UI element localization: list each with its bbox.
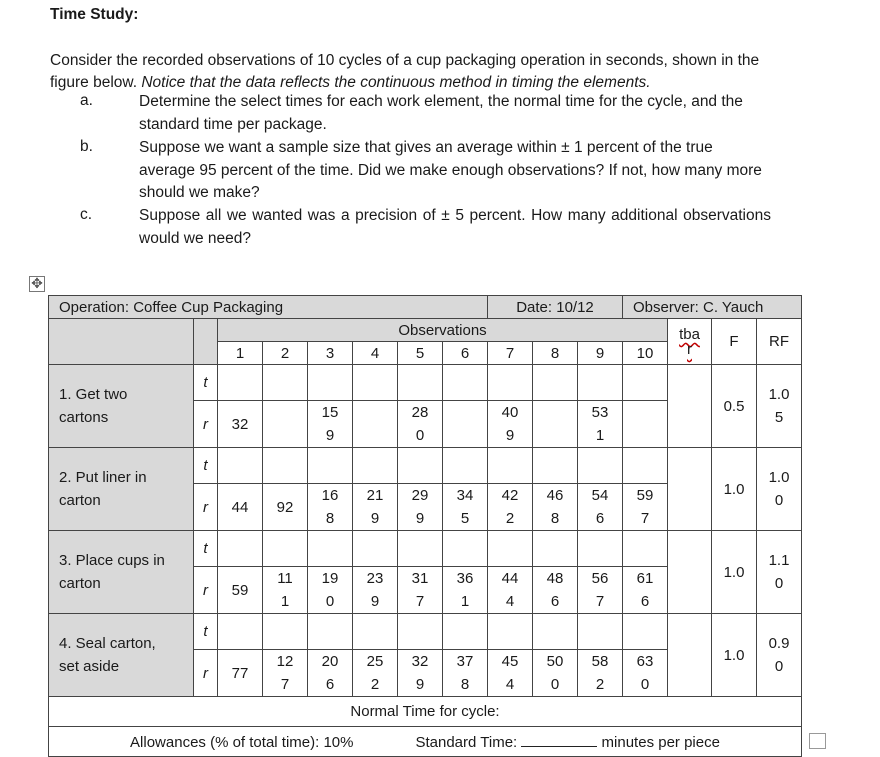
tbar-cell[interactable] [668, 531, 712, 614]
r-value-part: 48 [546, 570, 564, 587]
r-value-cell [218, 484, 263, 531]
tbar-label-bottom: r [687, 341, 692, 358]
rf-cell [757, 448, 802, 531]
r-value-part: 34 [456, 487, 474, 504]
obs-number: 8 [533, 342, 578, 365]
r-value-cell [488, 567, 533, 614]
t-value-cell[interactable] [578, 365, 623, 401]
r-value-cell [308, 484, 353, 531]
r-value-part: 7 [280, 676, 290, 693]
r-value-part: 2 [595, 676, 605, 693]
element-name-line: 3. Place cups in [59, 552, 165, 569]
r-value-part: 1 [280, 593, 290, 610]
rf-cell [757, 365, 802, 448]
time-study-table [48, 295, 802, 757]
r-value-cell [623, 650, 668, 697]
r-value-cell [533, 650, 578, 697]
rf-value-part: 0 [774, 658, 784, 675]
r-value-part: 9 [415, 676, 425, 693]
r-value-cell [488, 401, 533, 448]
r-value-cell [623, 401, 668, 448]
r-label: r [194, 484, 218, 531]
t-value-cell[interactable] [488, 365, 533, 401]
r-value-cell [578, 484, 623, 531]
t-value-cell[interactable] [488, 614, 533, 650]
r-label: r [194, 401, 218, 448]
r-value-part: 8 [460, 676, 470, 693]
r-value-part: 23 [366, 570, 384, 587]
r-value-cell [488, 484, 533, 531]
r-value-part: 11 [277, 570, 293, 587]
obs-number: 10 [623, 342, 668, 365]
observer-cell: Observer: C. Yauch [623, 296, 802, 319]
r-value-part: 9 [370, 593, 380, 610]
r-value-part: 20 [321, 653, 339, 670]
obs-number: 7 [488, 342, 533, 365]
t-value-cell[interactable] [533, 531, 578, 567]
r-value-part: 16 [321, 487, 339, 504]
r-value-part: 9 [325, 427, 335, 444]
r-value-part: 8 [325, 510, 335, 527]
rf-value-part: 1.0 [768, 386, 790, 403]
t-value-cell[interactable] [578, 531, 623, 567]
r-value-cell [398, 401, 443, 448]
t-label: t [194, 531, 218, 567]
t-value-cell[interactable] [308, 614, 353, 650]
r-value-part: 59 [231, 581, 249, 599]
question-c-letter: c. [80, 206, 93, 223]
tbar-label-top: tba [679, 326, 700, 343]
r-value-cell [263, 401, 308, 448]
r-value-part: 46 [546, 487, 564, 504]
t-value-cell[interactable] [263, 365, 308, 401]
element-name-cell [49, 448, 194, 531]
tbar-cell[interactable] [668, 365, 712, 448]
r-value-cell [398, 650, 443, 697]
r-value-part: 59 [636, 487, 654, 504]
r-value-cell [578, 650, 623, 697]
r-value-part: 7 [415, 593, 425, 610]
r-value-part: 1 [595, 427, 605, 444]
t-value-cell[interactable] [443, 365, 488, 401]
r-value-cell [218, 650, 263, 697]
r-value-cell [623, 567, 668, 614]
r-value-part: 9 [505, 427, 515, 444]
intro-paragraph [50, 50, 780, 93]
element-header-cell [49, 319, 194, 365]
f-cell: 1.0 [712, 614, 757, 697]
checkbox-icon[interactable] [809, 733, 826, 749]
t-value-cell[interactable] [263, 448, 308, 484]
rf-value-part: 0 [774, 492, 784, 509]
f-cell: 1.0 [712, 531, 757, 614]
question-a-text: Determine the select times for each work element, the normal time for the cycle, and the standard time per package. [139, 93, 743, 133]
r-value-cell [263, 567, 308, 614]
r-value-part: 12 [276, 653, 294, 670]
element-rows [49, 365, 802, 697]
r-value-part: 36 [456, 570, 474, 587]
element-name-line: 4. Seal carton, [59, 635, 156, 652]
element-name-cell [49, 614, 194, 697]
rf-cell [757, 531, 802, 614]
r-value-part: 2 [505, 510, 515, 527]
t-value-cell[interactable] [623, 365, 668, 401]
t-value-cell[interactable] [263, 531, 308, 567]
t-value-cell[interactable] [398, 448, 443, 484]
r-value-part: 0 [415, 427, 425, 444]
element-name-cell [49, 531, 194, 614]
operation-cell: Operation: Coffee Cup Packaging [49, 296, 488, 319]
r-value-part: 58 [591, 653, 609, 670]
t-value-cell[interactable] [308, 531, 353, 567]
r-value-part: 9 [370, 510, 380, 527]
obs-number: 6 [443, 342, 488, 365]
t-value-cell[interactable] [218, 448, 263, 484]
r-value-cell [353, 567, 398, 614]
f-cell: 0.5 [712, 365, 757, 448]
r-value-part: 31 [411, 570, 429, 587]
r-value-cell [218, 567, 263, 614]
r-value-cell [353, 401, 398, 448]
r-value-part: 4 [505, 676, 515, 693]
r-value-part: 32 [411, 653, 429, 670]
r-value-part: 37 [456, 653, 474, 670]
r-value-cell [308, 650, 353, 697]
r-value-cell [263, 484, 308, 531]
t-value-cell[interactable] [353, 448, 398, 484]
r-value-part: 0 [325, 593, 335, 610]
r-value-cell [308, 401, 353, 448]
r-value-part: 7 [595, 593, 605, 610]
t-label: t [194, 448, 218, 484]
r-value-part: 6 [595, 510, 605, 527]
t-label: t [194, 365, 218, 401]
r-value-part: 44 [231, 498, 249, 516]
r-value-cell [353, 650, 398, 697]
r-value-cell [263, 650, 308, 697]
t-value-cell[interactable] [398, 365, 443, 401]
allowances-row [49, 727, 802, 757]
r-value-part: 32 [231, 415, 249, 433]
rf-value-part: 0 [774, 575, 784, 592]
t-value-cell[interactable] [578, 448, 623, 484]
r-value-part: 40 [501, 404, 519, 421]
obs-number: 1 [218, 342, 263, 365]
rf-value-part: 1.1 [768, 552, 790, 569]
r-value-part: 7 [640, 510, 650, 527]
r-value-cell [623, 484, 668, 531]
r-value-part: 25 [366, 653, 384, 670]
t-value-cell[interactable] [488, 448, 533, 484]
t-value-cell[interactable] [308, 365, 353, 401]
r-value-cell [443, 650, 488, 697]
r-value-part: 1 [460, 593, 470, 610]
rf-value-part: 5 [774, 409, 784, 426]
obs-number: 9 [578, 342, 623, 365]
r-value-part: 61 [636, 570, 654, 587]
tbar-header [668, 319, 712, 365]
element-name-line: set aside [59, 658, 120, 675]
t-label: t [194, 614, 218, 650]
t-value-cell[interactable] [218, 614, 263, 650]
f-cell: 1.0 [712, 448, 757, 531]
element-name-line: cartons [59, 409, 109, 426]
obs-number: 3 [308, 342, 353, 365]
r-value-part: 54 [591, 487, 609, 504]
r-value-part: 0 [550, 676, 560, 693]
r-value-cell [488, 650, 533, 697]
t-value-cell[interactable] [218, 531, 263, 567]
rf-header: RF [757, 319, 802, 365]
r-value-cell [443, 401, 488, 448]
element-name-line: carton [59, 575, 101, 592]
t-value-cell[interactable] [488, 531, 533, 567]
r-value-cell [443, 567, 488, 614]
r-value-part: 50 [546, 653, 564, 670]
rf-cell [757, 614, 802, 697]
t-value-cell[interactable] [533, 448, 578, 484]
normal-time-row: Normal Time for cycle: [49, 697, 802, 727]
r-value-part: 0 [640, 676, 650, 693]
t-value-cell[interactable] [218, 365, 263, 401]
r-value-part: 8 [550, 510, 560, 527]
r-value-part: 9 [415, 510, 425, 527]
r-value-cell [533, 484, 578, 531]
intro-italic-note: Notice that the data reflects the continuous method in timing the elements. [141, 73, 651, 91]
intro-text: Consider the recorded observations of 10 cycles of a cup packaging operation in seconds, shown in the figure below. [50, 52, 760, 91]
r-value-part: 6 [550, 593, 560, 610]
r-value-part: 6 [640, 593, 650, 610]
t-value-cell[interactable] [578, 614, 623, 650]
t-value-cell[interactable] [533, 365, 578, 401]
question-a-letter: a. [80, 92, 93, 109]
question-b-letter: b. [80, 138, 93, 155]
t-value-cell[interactable] [263, 614, 308, 650]
r-value-part: 77 [231, 664, 249, 682]
r-value-part: 45 [501, 653, 519, 670]
r-value-cell [398, 484, 443, 531]
obs-number: 5 [398, 342, 443, 365]
r-value-part: 19 [321, 570, 339, 587]
r-value-part: 44 [501, 570, 519, 587]
date-cell: Date: 10/12 [488, 296, 623, 319]
allowances-text: Allowances (% of total time): 10% [130, 734, 354, 751]
tbar-cell[interactable] [668, 448, 712, 531]
t-value-cell[interactable] [443, 614, 488, 650]
question-b-text: Suppose we want a sample size that gives an average within ± 1 percent of the true average 95 percent of the time. Did we make enough observations? If not, how many more should we make? [139, 139, 762, 201]
t-value-cell[interactable] [353, 614, 398, 650]
observations-header: Observations [218, 319, 668, 342]
r-value-cell [533, 567, 578, 614]
element-name-line: 2. Put liner in [59, 469, 147, 486]
r-value-part: 2 [370, 676, 380, 693]
t-value-cell[interactable] [623, 531, 668, 567]
standard-time-unit: minutes per piece [601, 734, 720, 751]
t-value-cell[interactable] [398, 531, 443, 567]
r-label: r [194, 567, 218, 614]
r-value-part: 29 [411, 487, 429, 504]
question-c-text: Suppose all we wanted was a precision of ± 5 percent. How many additional observations would we need? [139, 207, 771, 247]
r-value-part: 92 [276, 498, 294, 516]
move-handle-icon[interactable]: ✥ [29, 276, 45, 292]
t-value-cell[interactable] [398, 614, 443, 650]
r-value-part: 6 [325, 676, 335, 693]
r-value-cell [443, 484, 488, 531]
r-value-part: 53 [591, 404, 609, 421]
r-value-cell [353, 484, 398, 531]
r-value-part: 15 [321, 404, 339, 421]
r-value-cell [308, 567, 353, 614]
element-name-cell [49, 365, 194, 448]
rf-value-part: 1.0 [768, 469, 790, 486]
rf-value-part: 0.9 [768, 635, 790, 652]
standard-time-label: Standard Time: [415, 734, 518, 751]
r-label: r [194, 650, 218, 697]
t-value-cell[interactable] [443, 531, 488, 567]
t-value-cell[interactable] [533, 614, 578, 650]
page-title: Time Study: [50, 6, 139, 23]
r-value-cell [578, 401, 623, 448]
r-value-part: 42 [501, 487, 519, 504]
obs-number: 2 [263, 342, 308, 365]
t-value-cell[interactable] [353, 365, 398, 401]
standard-time-blank [521, 732, 597, 747]
t-value-cell[interactable] [443, 448, 488, 484]
r-value-part: 56 [591, 570, 609, 587]
r-value-part: 21 [366, 487, 384, 504]
t-value-cell[interactable] [353, 531, 398, 567]
r-value-cell [398, 567, 443, 614]
r-value-cell [578, 567, 623, 614]
r-value-part: 5 [460, 510, 470, 527]
r-value-cell [533, 401, 578, 448]
element-name-line: 1. Get two [59, 386, 128, 403]
tbar-cell[interactable] [668, 614, 712, 697]
t-value-cell[interactable] [308, 448, 353, 484]
element-name-line: carton [59, 492, 101, 509]
t-value-cell[interactable] [623, 614, 668, 650]
r-value-cell [218, 401, 263, 448]
r-value-part: 28 [411, 404, 429, 421]
tr-header-cell [194, 319, 218, 365]
r-value-part: 63 [636, 653, 654, 670]
r-value-part: 4 [505, 593, 515, 610]
obs-number: 4 [353, 342, 398, 365]
t-value-cell[interactable] [623, 448, 668, 484]
f-header: F [712, 319, 757, 365]
